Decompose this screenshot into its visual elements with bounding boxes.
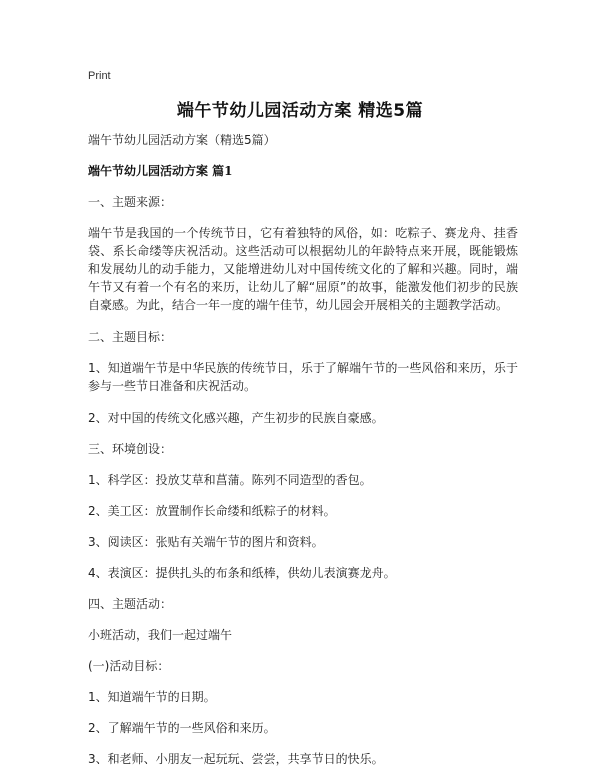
goal-item-2: 2、对中国的传统文化感兴趣，产生初步的民族自豪感。 bbox=[88, 411, 384, 425]
activity-goal-item-2: 2、了解端午节的一些风俗和来历。 bbox=[88, 721, 276, 735]
activity-goal-item-3: 3、和老师、小朋友一起玩玩、尝尝，共享节日的快乐。 bbox=[88, 752, 384, 766]
section-heading-goals: 二、主题目标： bbox=[88, 330, 173, 344]
section-heading-source: 一、主题来源： bbox=[88, 195, 173, 209]
activity-subtitle: 小班活动，我们一起过端午 bbox=[88, 628, 233, 642]
source-paragraph: 端午节是我国的一个传统节日，它有着独特的风俗，如：吃粽子、赛龙舟、挂香袋、系长命缕等庆祝活动。这些活动可以根据幼儿的年龄特点来开展，既能锻炼和发展幼儿的动手能力，又能增进幼儿对中国传统文化的了解和兴趣。同时，端午节又有着一个有名的来历，让幼儿了解“屈原”的故事，能激发他们初步的民族自豪感。为此，结合一年一度的端午佳节，幼儿园会开展相关的主题教学活动。 bbox=[88, 226, 518, 312]
print-label[interactable]: Print bbox=[88, 70, 111, 82]
activity-goal-heading: (一)活动目标： bbox=[88, 659, 170, 673]
document-subtitle: 端午节幼儿园活动方案（精选5篇） bbox=[88, 133, 276, 147]
section-heading-environment: 三、环境创设： bbox=[88, 442, 173, 456]
document-body bbox=[88, 131, 518, 781]
article-heading: 端午节幼儿园活动方案 篇1 bbox=[88, 164, 233, 178]
goal-item-1: 1、知道端午节是中华民族的传统节日，乐于了解端午节的一些风俗和来历，乐于参与一些节日准备和庆祝活动。 bbox=[88, 361, 518, 393]
environment-item-1: 1、科学区：投放艾草和菖蒲。陈列不同造型的香包。 bbox=[88, 473, 372, 487]
section-heading-activities: 四、主题活动： bbox=[88, 597, 173, 611]
document-title: 端午节幼儿园活动方案 精选5篇 bbox=[176, 101, 424, 121]
environment-item-2: 2、美工区：放置制作长命缕和纸粽子的材料。 bbox=[88, 504, 336, 518]
environment-item-3: 3、阅读区：张贴有关端午节的图片和资料。 bbox=[88, 535, 324, 549]
environment-item-4: 4、表演区：提供扎头的布条和纸棒，供幼儿表演赛龙舟。 bbox=[88, 566, 396, 580]
activity-goal-item-1: 1、知道端午节的日期。 bbox=[88, 690, 216, 704]
